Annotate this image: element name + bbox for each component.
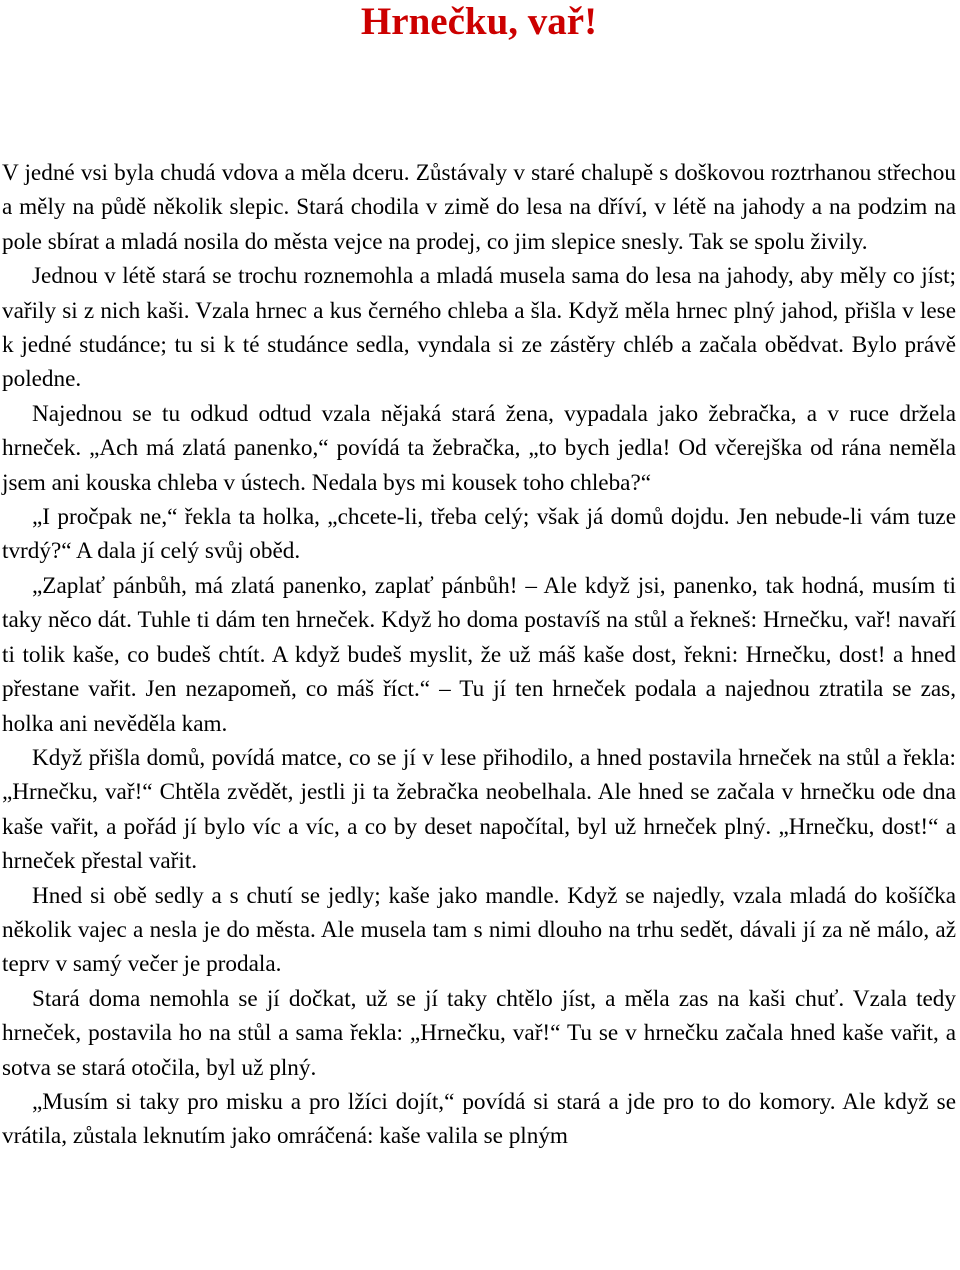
paragraph-5: „Zaplať pánbůh, má zlatá panenko, zaplať pánbůh! – Ale když jsi, panenko, tak hodná, musím ti taky něco dát. Tuhle ti dám ten hrneček. Když ho doma postavíš na stůl a řekneš: Hrnečku, vař! navaří ti tolik kaše, co budeš chtít. A když budeš myslit, že už máš kaše dost, řekni: Hrnečku, dost! a hned přestane vařit. Jen nezapomeň, co máš říct.“ – Tu jí ten hrneček podala a najednou ztratila se zas, holka ani nevěděla kam.: [2, 572, 956, 737]
paragraph-2: Jednou v létě stará se trochu roznemohla a mladá musela sama do lesa na jahody, aby měly co jíst; vařily si z nich kaši. Vzala hrnec a kus černého chleba a šla. Když měla hrnec plný jahod, přišla v lese k jedné studánce; tu si k té studánce sedla, vyndala si ze zástěry chléb a začala obědvat. Bylo právě poledne.: [2, 263, 956, 393]
paragraph-8: Stará doma nemohla se jí dočkat, už se jí taky chtělo jíst, a měla zas na kaši chuť. Vzala tedy hrneček, postavila ho na stůl a sama řekla: „Hrnečku, vař!“ Tu se v hrnečku začala hned kaše vařit, a sotva se stará otočila, byl už plný.: [2, 985, 956, 1081]
page-title: Hrnečku, vař!: [360, 0, 598, 43]
document-page: [2, 0, 956, 1154]
paragraph-9: „Musím si taky pro misku a pro lžíci dojít,“ povídá si stará a jde pro to do komory. Ale když se vrátila, zůstala leknutím jako omráčená: kaše valila se plným: [2, 1088, 956, 1150]
paragraph-1: V jedné vsi byla chudá vdova a měla dceru. Zůstávaly v staré chalupě s doškovou roztrhanou střechou a měly na půdě několik slepic. Stará chodila v zimě do lesa na dříví, v létě na jahody a na podzim na pole sbírat a mladá nosila do města vejce na prodej, co jim slepice snesly. Tak se spolu živily.: [2, 160, 956, 255]
story-text: [2, 156, 956, 1154]
paragraph-4: „I pročpak ne,“ řekla ta holka, „chcete-li, třeba celý; však já domů dojdu. Jen nebude-li vám tuze tvrdý?“ A dala jí celý svůj oběd.: [2, 504, 956, 565]
paragraph-6: Když přišla domů, povídá matce, co se jí v lese přihodilo, a hned postavila hrneček na stůl a řekla: „Hrnečku, vař!“ Chtěla zvědět, jestli ji ta žebračka neobelhala. Ale hned se začala v hrnečku ode dna kaše vařit, a pořád jí bylo víc a víc, a co by deset napočítal, byl už hrneček plný. „Hrnečku, dost!“ a hrneček přestal vařit.: [2, 744, 956, 875]
paragraph-3: Najednou se tu odkud odtud vzala nějaká stará žena, vypadala jako žebračka, a v ruce držela hrneček. „Ach má zlatá panenko,“ povídá ta žebračka, „to bych jedla! Od včerejška od rána neměla jsem ani kouska chleba v ústech. Nedala bys mi kousek toho chleba?“: [2, 400, 956, 496]
paragraph-7: Hned si obě sedly a s chutí se jedly; kaše jako mandle. Když se najedly, vzala mladá do košíčka několik vajec a nesla je do města. Ale musela tam s nimi dlouho na trhu sedět, dávali jí za ně málo, až teprv v samý večer je prodala.: [2, 882, 956, 978]
